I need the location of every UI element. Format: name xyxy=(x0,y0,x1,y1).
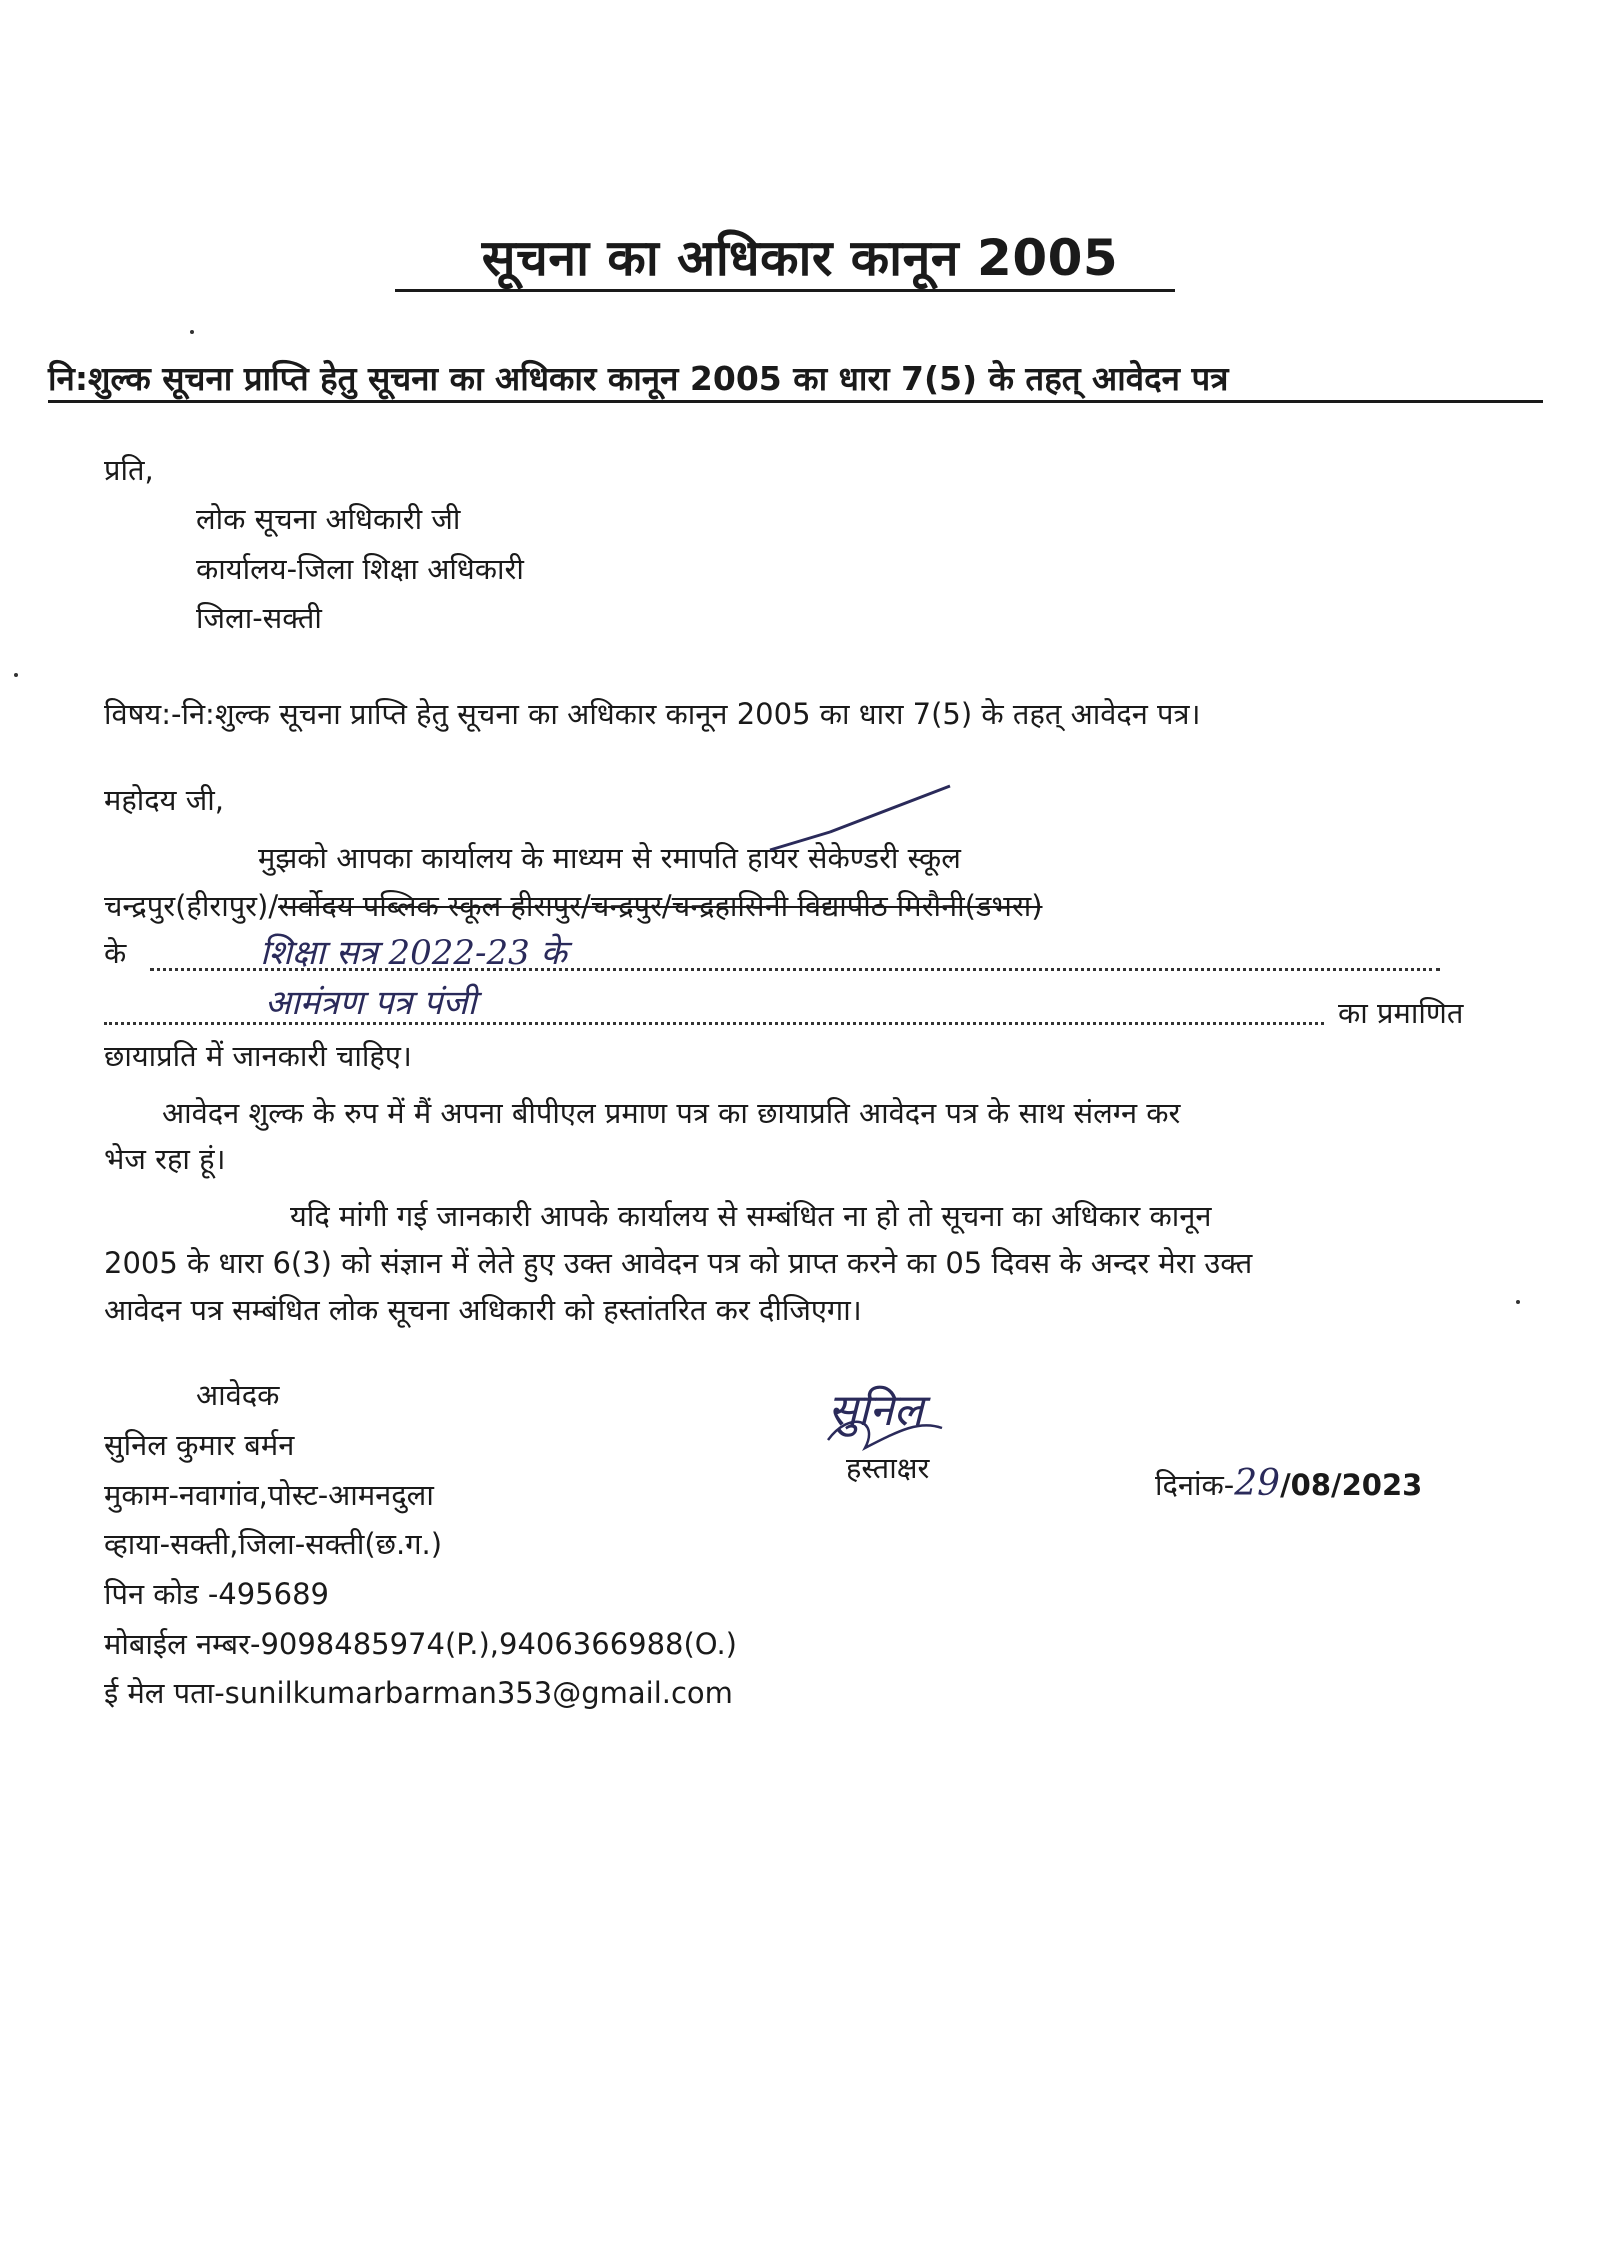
document-title: सूचना का अधिकार कानून 2005 xyxy=(481,229,1119,287)
subject-line: विषय:-नि:शुल्क सूचना प्राप्ति हेतु सूचना का अधिकार कानून 2005 का धारा 7(5) के तहत् आवेदन पत्र। xyxy=(104,697,1201,731)
applicant-mobile: मोबाईल नम्बर-9098485974(P.),9406366988(O.) xyxy=(104,1627,737,1661)
date-day-handwritten: 29 xyxy=(1234,1463,1281,1504)
salutation: महोदय जी, xyxy=(104,783,224,817)
recipient-line-1: लोक सूचना अधिकारी जी xyxy=(196,502,461,536)
applicant-email: ई मेल पता-sunilkumarbarman353@gmail.com xyxy=(104,1676,733,1710)
struck-school-names: सर्वोदय पब्लिक स्कूल हीरापुर/चन्द्रपुर/चन्द्रहासिनी विद्यापीठ मिरौनी(डभरा) xyxy=(278,889,1043,923)
para3-line-3: आवेदन पत्र सम्बंधित लोक सूचना अधिकारी को हस्तांतरित कर दीजिएगा। xyxy=(104,1293,862,1327)
recipient-line-3: जिला-सक्ती xyxy=(196,601,322,635)
school-name: चन्द्रपुर(हीरापुर)/ xyxy=(104,889,279,923)
applicant-pin: पिन कोड -495689 xyxy=(104,1577,329,1611)
scan-speck xyxy=(14,673,18,677)
insertion-mark-icon xyxy=(760,780,960,860)
body-line-1: मुझको आपका कार्यालय के माध्यम से रमापति हायर सेकेण्डरी स्कूल xyxy=(258,841,961,875)
para2-line-1: आवेदन शुल्क के रुप में मैं अपना बीपीएल प्रमाण पत्र का छायाप्रति आवेदन पत्र के साथ संलग्न कर xyxy=(162,1096,1181,1130)
para3-line-2: 2005 के धारा 6(3) को संज्ञान में लेते हुए उक्त आवेदन पत्र को प्राप्त करने का 05 दिवस के अन्दर मेरा उक्त xyxy=(104,1246,1253,1280)
applicant-address-1: मुकाम-नवागांव,पोस्ट-आमनदुला xyxy=(104,1478,434,1512)
body-line-2 xyxy=(104,886,1043,925)
to-label: प्रति, xyxy=(104,453,154,487)
scan-speck xyxy=(1516,1300,1520,1304)
title-underline xyxy=(395,289,1175,292)
scan-speck xyxy=(190,330,194,334)
applicant-name: सुनिल कुमार बर्मन xyxy=(104,1428,295,1462)
applicant-address-2: व्हाया-सक्ती,जिला-सक्ती(छ.ग.) xyxy=(104,1527,443,1561)
recipient-line-2: कार्यालय-जिला शिक्षा अधिकारी xyxy=(196,552,524,586)
applicant-label: आवेदक xyxy=(196,1378,280,1412)
handwritten-entry-2: आमंत्रण पत्र पंजी xyxy=(265,983,477,1023)
body-line-4-suffix: का प्रमाणित xyxy=(1338,996,1464,1030)
para2-line-2: भेज रहा हूं। xyxy=(104,1142,226,1176)
signature-label: हस्ताक्षर xyxy=(846,1451,930,1485)
subtitle-underline xyxy=(48,400,1543,403)
body-line-5: छायाप्रति में जानकारी चाहिए। xyxy=(104,1039,412,1073)
date-month-year: /08/2023 xyxy=(1280,1468,1423,1502)
date-field xyxy=(1155,1463,1422,1504)
date-label: दिनांक- xyxy=(1155,1468,1235,1502)
handwritten-entry-1: शिक्षा सत्र 2022-23 के xyxy=(260,933,567,973)
body-line-3-prefix: के xyxy=(104,936,127,970)
handwritten-signature: सुनिल xyxy=(828,1385,924,1436)
document-subtitle: नि:शुल्क सूचना प्राप्ति हेतु सूचना का अधिकार कानून 2005 का धारा 7(5) के तहत् आवेदन पत्र xyxy=(48,359,1229,398)
para3-line-1: यदि मांगी गई जानकारी आपके कार्यालय से सम्बंधित ना हो तो सूचना का अधिकार कानून xyxy=(290,1199,1212,1233)
